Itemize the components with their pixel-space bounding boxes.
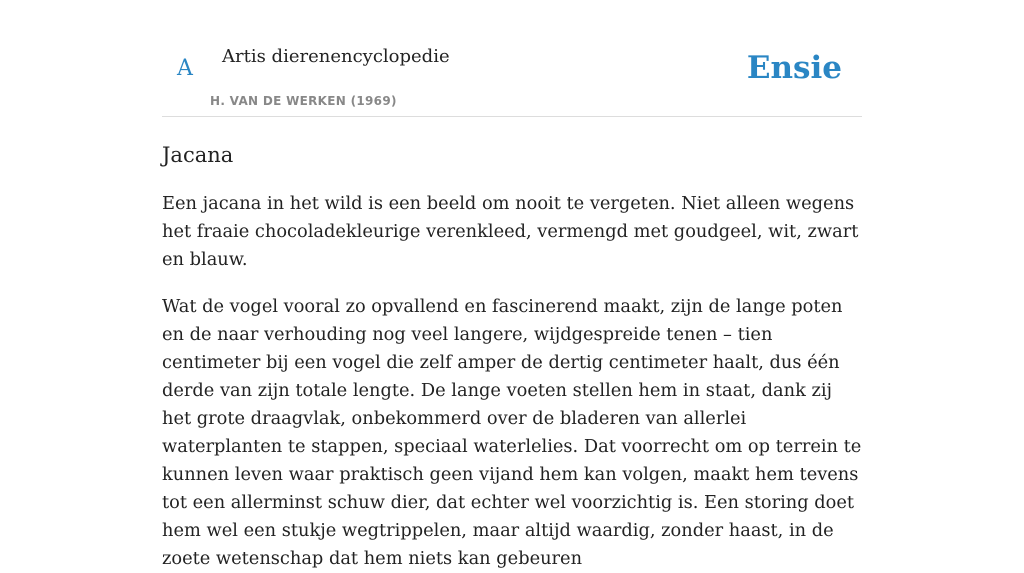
book-title[interactable]: Artis dierenencyclopedie xyxy=(222,46,450,67)
index-letter[interactable]: A xyxy=(177,56,193,81)
book-header xyxy=(162,0,862,117)
brand-logo[interactable]: Ensie xyxy=(746,50,842,86)
article-paragraph-1: Een jacana in het wild is een beeld om nooit te vergeten. Niet alleen wegens het fraaie chocoladekleurige verenkleed, vermengd met goudgeel, wit, zwart en blauw. xyxy=(162,193,859,270)
article-title: Jacana xyxy=(162,143,234,167)
book-author: H. VAN DE WERKEN (1969) xyxy=(210,94,397,108)
article-paragraph-2: Wat de vogel vooral zo opvallend en fascinerend maakt, zijn de lange poten en de naar verhouding nog veel langere, wijdgespreide tenen – tien centimeter bij een vogel die zelf amper de dertig centimeter haalt, dus één derde van zijn totale lengte. De lange voeten stellen hem in staat, dank zij het grote draagvlak, onbekommerd over de bladeren van allerlei waterplanten te stappen, speciaal waterlelies. Dat voorrecht om op terrein te kunnen leven waar praktisch geen vijand hem kan volgen, maakt hem tevens tot een allerminst schuw dier, dat echter wel voorzichtig is. Een storing doet hem wel een stukje wegtrippelen, maar altijd waardig, zonder haast, in de zoete wetenschap dat hem niets kan gebeuren xyxy=(162,296,862,569)
article xyxy=(162,140,862,573)
